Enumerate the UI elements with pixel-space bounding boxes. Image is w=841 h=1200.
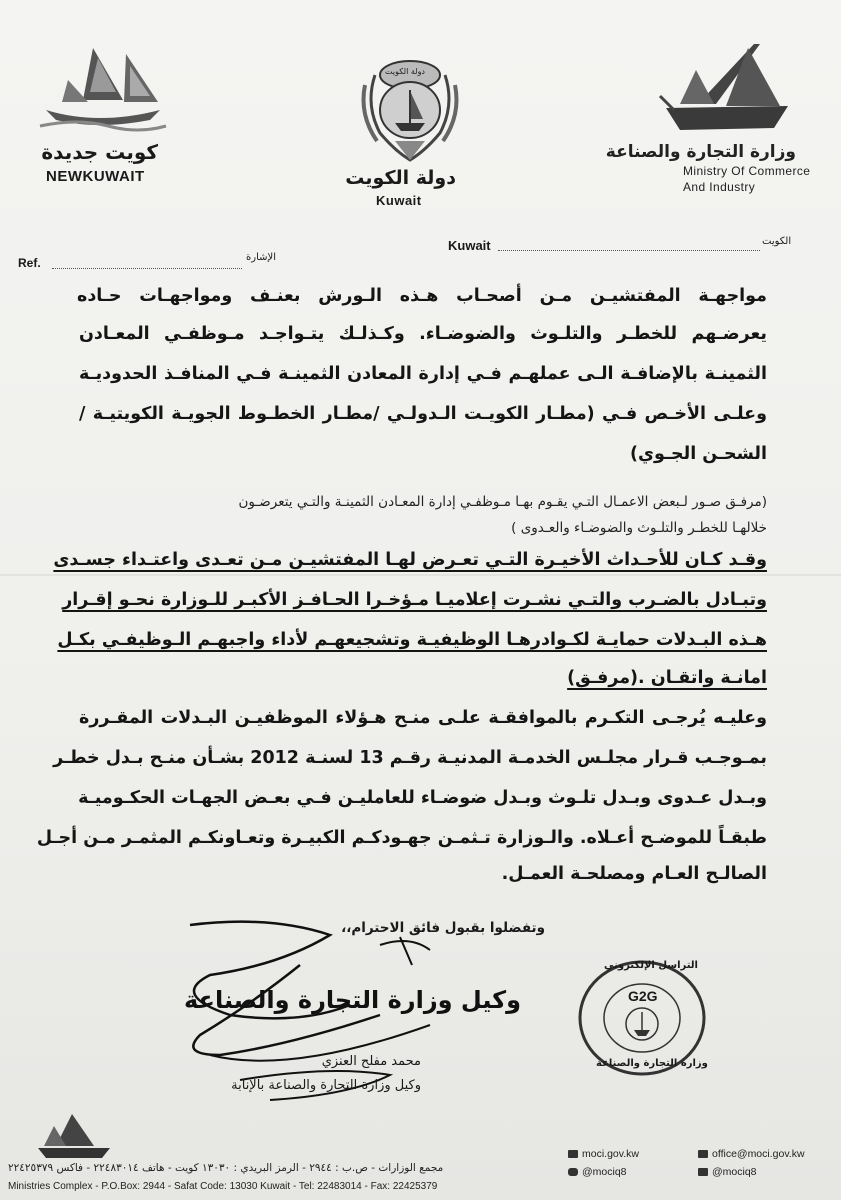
ministry-name-english-1: Ministry Of Commerce bbox=[683, 164, 811, 178]
body-line-1: مواجهـة المفتشيـن مـن أصحـاب هـذه الـورش بعنـف ومواجهـات حـاده bbox=[77, 286, 767, 306]
new-kuwait-sail-icon bbox=[38, 40, 168, 140]
city-label-arabic: الكويت bbox=[762, 236, 792, 247]
footer-dhow-icon bbox=[34, 1112, 114, 1162]
request-line-5: الصالـح العـام ومصلحـة العمـل. bbox=[501, 864, 767, 884]
kuwait-state-emblem bbox=[345, 45, 470, 215]
body-line-5: الشحـن الجـوي) bbox=[630, 444, 767, 464]
paper-fold-shadow bbox=[0, 574, 841, 576]
footer-address-english: Ministries Complex - P.O.Box: 2944 - Safat Code: 13030 Kuwait - Tel: 22483014 - Fax: 22425379 bbox=[8, 1181, 438, 1192]
globe-icon bbox=[568, 1150, 578, 1158]
footer-twitter bbox=[698, 1166, 757, 1178]
new-kuwait-logo bbox=[38, 40, 168, 190]
dhow-icon bbox=[656, 40, 796, 140]
ref-label: Ref. bbox=[18, 256, 41, 270]
new-kuwait-arabic: كويت جديدة bbox=[41, 140, 158, 164]
ref-label-arabic: الإشارة bbox=[246, 252, 276, 263]
emblem-banner-text: دولة الكويت bbox=[385, 67, 425, 76]
email-text: office@moci.gov.kw bbox=[712, 1148, 805, 1160]
city-label-english: Kuwait bbox=[448, 238, 491, 253]
stamp-top-text: التراسل الإلكتروني bbox=[604, 960, 698, 971]
stamp-center-text: G2G bbox=[628, 988, 658, 1004]
request-line-3: وبـدل عـدوى وبـدل تلـوث وبـدل ضوضـاء للعامليـن فـي بعـض الجهـات الحكـوميـة bbox=[78, 788, 767, 808]
body-line-2: يعرضـهم للخطـر والتلـوث والضوضـاء. وكـذلـك يتـواجـد مـوظفـي المعـادن bbox=[79, 324, 767, 344]
state-name-english: Kuwait bbox=[376, 193, 422, 208]
request-line-4: طبقـاً للموضـح أعـلاه. والـوزارة تـثمـن جهـودكـم الكبيـرة وتعـاونكـم المثمـر مـن أجـل bbox=[36, 828, 767, 848]
email-icon bbox=[698, 1150, 708, 1158]
ministry-name-arabic: وزارة التجارة والصناعة bbox=[605, 142, 796, 162]
signatory-name: محمد مفلح العنزي bbox=[321, 1054, 421, 1069]
footer-instagram bbox=[568, 1166, 627, 1178]
body-line-3: الثمينـة بالإضافـة الـى عملهـم فـي إدارة المعادن الثمينـة فـي المنافـذ الحدوديـة bbox=[79, 364, 767, 384]
signatory-title: وكيل وزارة التجارة والصناعة bbox=[184, 986, 521, 1014]
underlined-line-2: وتبـادل بالضـرب والتـي نشـرت إعلاميـا مـؤخـرا الحـافـز الأكبـر للـوزارة نحـو إقـرار bbox=[62, 590, 767, 610]
kuwait-emblem-icon bbox=[355, 45, 465, 165]
moci-logo bbox=[605, 40, 811, 200]
footer-website bbox=[568, 1148, 639, 1160]
ref-dotted-line bbox=[52, 268, 242, 269]
request-line-1: وعليـه يُرجـى التكـرم بالموافقـة علـى منـح هـؤلاء الموظفيـن البـدلات المقـررة bbox=[79, 708, 767, 728]
instagram-text: @mociq8 bbox=[582, 1166, 627, 1178]
date-dotted-line bbox=[498, 250, 760, 251]
footer-email bbox=[698, 1148, 805, 1160]
signatory-subtitle: وكيل وزارة التجارة والصناعة بالإنابة bbox=[231, 1078, 421, 1093]
g2g-stamp bbox=[572, 958, 712, 1078]
request-line-2: بمـوجـب قـرار مجلـس الخدمـة المدنيـة رقـم 13 لسنـة 2012 بشـأن منـح بـدل خطـر bbox=[53, 748, 767, 768]
footer-address-arabic: مجمع الوزارات - ص.ب : ٢٩٤٤ - الرمز البريدي : ١٣٠٣٠ كويت - هاتف ٢٢٤٨٣٠١٤ - فاكس ٢٢٤٢٥٣٧٩ bbox=[8, 1162, 444, 1174]
attachment-note-1: (مرفـق صـور لـبعض الاعمـال التـي يقـوم بهـا مـوظفـي إدارة المعـادن الثمينـة والتـي يتعرضـون bbox=[238, 494, 767, 510]
instagram-icon bbox=[568, 1168, 578, 1176]
website-text: moci.gov.kw bbox=[582, 1148, 639, 1160]
stamp-bottom-text: وزارة التجارة والصناعة bbox=[596, 1058, 708, 1069]
ministry-name-english-2: And Industry bbox=[683, 180, 756, 194]
twitter-icon bbox=[698, 1168, 708, 1176]
new-kuwait-english: NEWKUWAIT bbox=[46, 168, 145, 185]
underlined-line-4: امانـة واتقـان .(مرفـق) bbox=[567, 668, 767, 688]
state-name-arabic: دولة الكويت bbox=[345, 167, 456, 189]
body-line-4: وعلـى الأخـص فـي (مطـار الكويـت الـدولـي /مطـار الخطـوط الجويـة الكويتيـة / bbox=[79, 404, 767, 424]
attachment-note-2: خلالهـا للخطـر والتلـوث والضوضـاء والعـدوى ) bbox=[511, 520, 767, 536]
underlined-line-1: وقـد كـان للأحـداث الأخيـرة التـي تعـرض لهـا المفتشيـن مـن تعـدى واعتـداء جسـدى bbox=[53, 550, 767, 570]
underlined-line-3: هـذه البـدلات حمايـة لكـوادرهـا الوظيفيـة وتشجيعهـم لأداء واجبهـم الـوظيفـي بكـل bbox=[57, 630, 767, 650]
closing-regards: وتفضلوا بقبول فائق الاحترام،، bbox=[341, 920, 545, 936]
twitter-text: @mociq8 bbox=[712, 1166, 757, 1178]
